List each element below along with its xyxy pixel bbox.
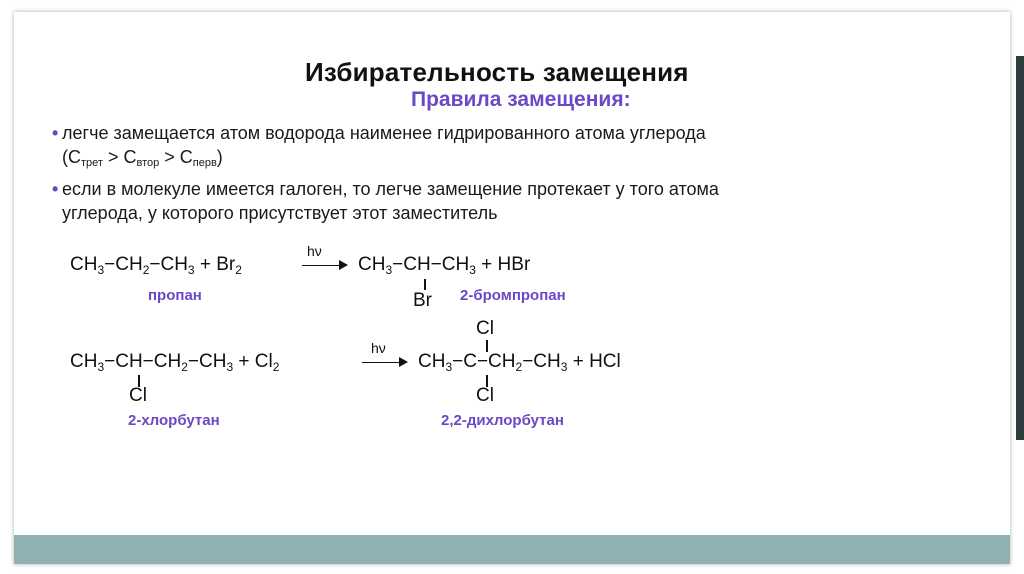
reaction-2-product-bottom-substituent: Cl (476, 385, 494, 406)
arrow-head-icon (399, 357, 408, 367)
reaction-2-reactant-substituent: Cl (129, 385, 147, 406)
subscript-perv: перв (192, 157, 217, 169)
arrow-head-icon (339, 260, 348, 270)
reaction-2-product-top-substituent: Cl (476, 318, 494, 339)
slide-subtitle: Правила замещения: (411, 88, 631, 111)
reaction-2-condition: hν (371, 340, 386, 356)
subscript-tret: трет (81, 157, 103, 169)
reaction-2-product-name: 2,2-дихлорбутан (441, 412, 564, 429)
adjacent-slide-edge (1016, 56, 1024, 440)
reaction-2-reactant-name: 2-хлорбутан (128, 412, 220, 429)
rule-2-line-2: углерода, у которого присутствует этот заместитель (62, 203, 498, 223)
reaction-1-reactant-name: пропан (148, 287, 202, 304)
bullet-icon: • (52, 123, 59, 143)
subscript-vtor: втор (136, 157, 160, 169)
bullet-icon: • (52, 179, 59, 199)
rule-1-line-1: легче замещается атом водорода наименее гидрированного атома углерода (62, 123, 706, 143)
rule-1-prefix: (C (62, 147, 81, 167)
reaction-1-products: $CH_3-CH-CH_3$ + HBr (358, 254, 531, 277)
reaction-1-substituent: Br (413, 290, 432, 311)
rule-2-line-1: если в молекуле имеется галоген, то легче замещение протекает у того атома (62, 179, 719, 199)
reaction-1-product-name: 2-бромпропан (460, 287, 566, 304)
bond-line (424, 279, 426, 290)
reaction-1-condition: hν (307, 243, 322, 259)
reaction-2-products: $CH_3-C-CH_2-CH_3$ + HCl (418, 351, 621, 374)
slide-title: Избирательность замещения (305, 57, 689, 87)
slide-footer-band (14, 535, 1010, 564)
rule-item-2 (52, 177, 719, 225)
reaction-1-reactants: $CH_3-CH_2-CH_3 + Br_2$ (70, 254, 242, 277)
rule-1-line-2 (62, 145, 706, 175)
rule-1-sep-2: > C (159, 147, 193, 167)
arrow-line (302, 265, 340, 266)
rule-1-sep-1: > C (102, 147, 137, 167)
rule-1-suffix: ) (216, 147, 223, 167)
rule-item-1 (52, 121, 706, 175)
arrow-line (362, 362, 400, 363)
reaction-2-reactants: $CH_3-CH-CH_2-CH_3 + Cl_2$ (70, 351, 280, 374)
